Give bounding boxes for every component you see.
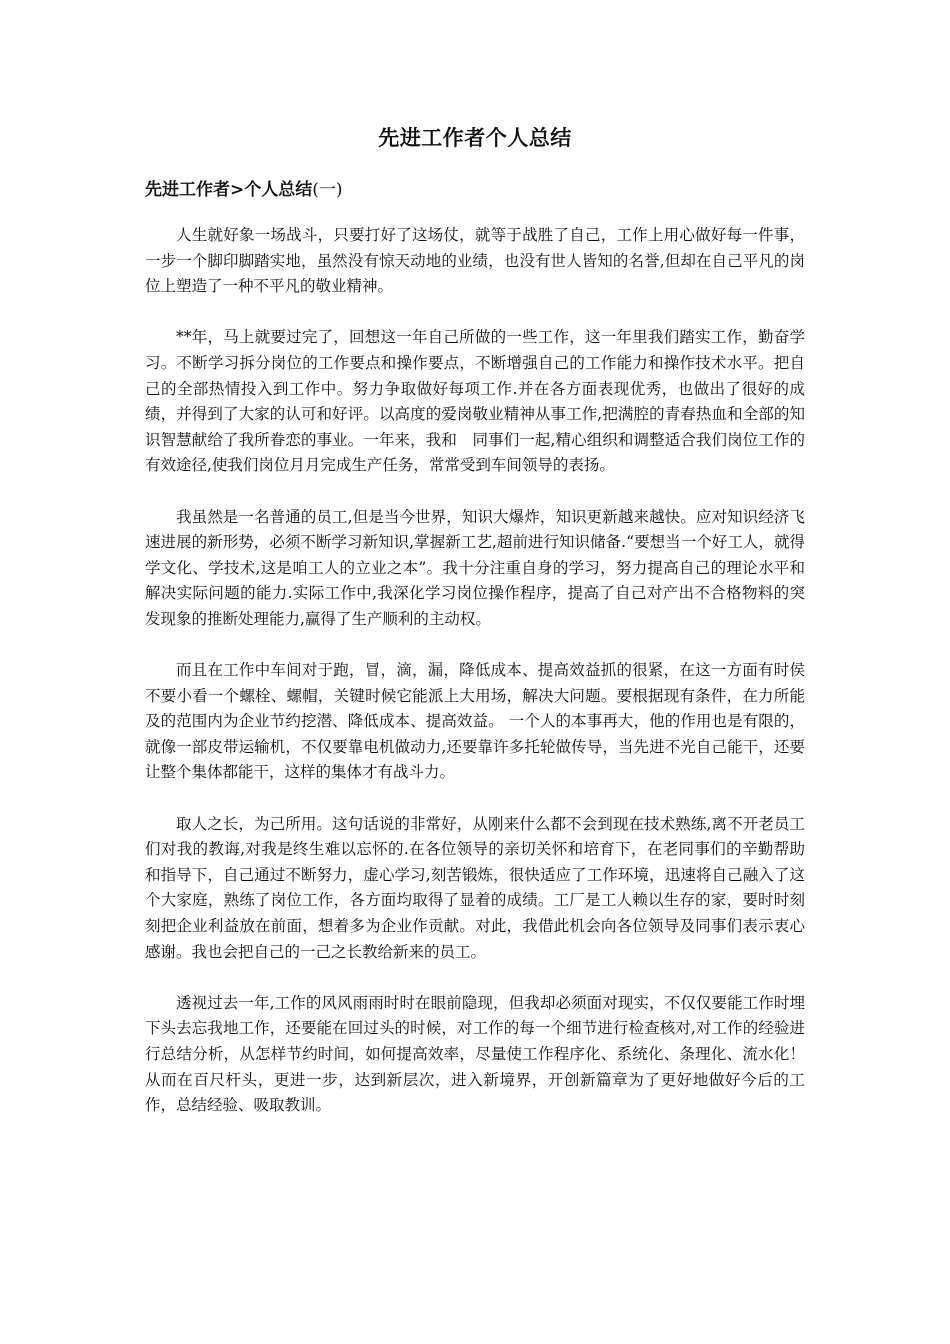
section-heading	[145, 175, 343, 200]
paragraph-2: **年，马上就要过完了，回想这一年自己所做的一些工作，这一年里我们踏实工作，勤奋学习。不断学习拆分岗位的工作要点和操作要点，不断增强自己的工作能力和操作技术水平。把自己的全部热情投入到工作中。努力争取做好每项工作.并在各方面表现优秀，也做出了很好的成绩，并得到了大家的认可和好评。以高度的爱岗敬业精神从事工作,把满腔的青春热血和全部的知识智慧献给了我所眷恋的事业。一年来，我和 同事们一起,精心组织和调整适合我们岗位工作的有效途径,使我们岗位月月完成生产任务，常常受到车间领导的表扬。	[145, 328, 805, 475]
paragraph-1: 人生就好象一场战斗，只要打好了这场仗，就等于战胜了自己，工作上用心做好每一件事，一步一个脚印脚踏实地，虽然没有惊天动地的业绩，也没有世人皆知的名誉,但却在自己平凡的岗位上塑造了一种不平凡的敬业精神。	[145, 226, 805, 296]
section-number: (一)	[312, 180, 343, 200]
document-body	[145, 223, 805, 1144]
paragraph-3: 我虽然是一名普通的员工,但是当今世界，知识大爆炸，知识更新越来越快。应对知识经济飞速进展的新形势，必须不断学习新知识,掌握新工艺,超前进行知识储备.“要想当一个好工人，就得学文化、学技术,这是咱工人的立业之本”。我十分注重自身的学习，努力提高自己的理论水平和解决实际问题的能力.实际工作中,我深化学习岗位操作程序，提高了自己对产出不合格物料的突发现象的推断处理能力,赢得了生产顺利的主动权。	[145, 507, 805, 628]
paragraph-6: 透视过去一年,工作的风风雨雨时时在眼前隐现，但我却必须面对现实，不仅仅要能工作时埋下头去忘我地工作，还要能在回过头的时候，对工作的每一个细节进行检查核对,对工作的经验进行总结分析，从怎样节约时间，如何提高效率，尽量使工作程序化、系统化、条理化、流水化！从而在百尺杆头，更进一步，达到新层次，进入新境界，开创新篇章为了更好地做好今后的工作，总结经验、吸取教训。	[145, 993, 805, 1115]
paragraph-5: 取人之长，为己所用。这句话说的非常好，从刚来什么都不会到现在技术熟练,离不开老员工们对我的教诲,对我是终生难以忘怀的.在各位领导的亲切关怀和培育下，在老同事们的辛勤帮助和指导下，自己通过不断努力，虚心学习,刻苦锻炼，很快适应了工作环境，迅速将自己融入了这个大家庭，熟练了岗位工作，各方面均取得了显着的成绩。工厂是工人赖以生存的家，要时时刻刻把企业利益放在前面，想着多为企业作贡献。对此，我借此机会向各位领导及同事们表示衷心感谢。我也会把自己的一己之长教给新来的员工。	[145, 814, 805, 961]
document-title: 先进工作者个人总结	[378, 125, 572, 150]
paragraph-4: 而且在工作中车间对于跑，冒，滴，漏，降低成本、提高效益抓的很紧，在这一方面有时侯不要小看一个螺栓、螺帽，关键时候它能派上大用场，解决大问题。要根据现有条件，在力所能及的范围内为企业节约挖潜、降低成本、提高效益。 一个人的本事再大，他的作用也是有限的，就像一部皮带运输机，不仅要靠电机做动力,还要靠许多托轮做传导，当先进不光自己能干，还要让整个集体都能干，这样的集体才有战斗力。	[145, 661, 805, 782]
section-heading-text: 先进工作者>个人总结	[145, 180, 313, 200]
